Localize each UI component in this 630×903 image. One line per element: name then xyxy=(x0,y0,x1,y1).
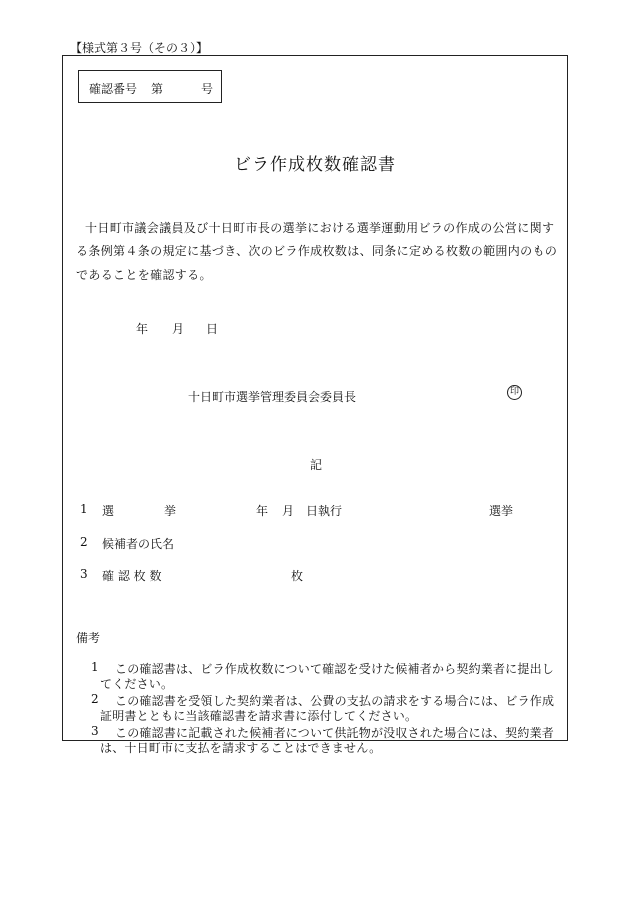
confirmation-number-dai: 第 xyxy=(151,82,164,96)
confirmation-number-box xyxy=(78,70,222,103)
body-line-1: 十日町市議会議員及び十日町市長の選挙における選挙運動用ビラの作成の公営に関す xyxy=(85,221,555,235)
item-1-election: 選挙 xyxy=(489,504,514,518)
confirmation-number-go: 号 xyxy=(201,82,214,96)
remark-1-number: 1 xyxy=(91,660,99,674)
date-day: 日 xyxy=(206,322,219,336)
item-1-label-a: 選 xyxy=(102,504,115,518)
body-line-3: であることを確認する。 xyxy=(76,268,212,282)
item-2-number: 2 xyxy=(80,535,88,549)
document-title: ビラ作成枚数確認書 xyxy=(234,155,396,175)
item-2-label: 候補者の氏名 xyxy=(102,537,175,551)
item-1-date-year: 年 xyxy=(256,504,269,518)
remark-3-line-2: は、十日町市に支払を請求することはできません。 xyxy=(100,741,382,755)
remark-3-number: 3 xyxy=(91,724,99,738)
item-3-unit: 枚 xyxy=(291,569,304,583)
form-number-label: 【様式第３号（その３）】 xyxy=(70,41,209,55)
item-1-number: 1 xyxy=(80,502,88,516)
item-1-label-b: 挙 xyxy=(164,504,177,518)
item-3-label: 確 認 枚 数 xyxy=(102,569,162,583)
remark-2-line-1: この確認書を受領した契約業者は、公費の支払の請求をする場合には、ビラ作成 xyxy=(115,694,555,708)
remark-1-line-1: この確認書は、ビラ作成枚数について確認を受けた候補者から契約業者に提出し xyxy=(115,662,554,676)
date-month: 月 xyxy=(172,322,185,336)
seal-icon: 印 xyxy=(507,385,522,400)
item-1-date-month-day: 月 日執行 xyxy=(282,504,343,518)
ki-heading: 記 xyxy=(310,458,323,472)
signatory: 十日町市選挙管理委員会委員長 xyxy=(188,390,357,404)
remark-2-line-2: 証明書とともに当該確認書を請求書に添付してください。 xyxy=(100,709,418,723)
remark-3-line-1: この確認書に記載された候補者について供託物が没収された場合には、契約業者 xyxy=(115,726,554,740)
body-line-2: る条例第４条の規定に基づき、次のビラ作成枚数は、同条に定める枚数の範囲内のもの xyxy=(76,244,558,258)
remark-2-number: 2 xyxy=(91,692,99,706)
date-year: 年 xyxy=(136,322,149,336)
item-3-number: 3 xyxy=(80,567,88,581)
confirmation-number-label: 確認番号 xyxy=(89,82,138,96)
remark-1-line-2: てください。 xyxy=(100,677,174,691)
remarks-heading: 備考 xyxy=(76,631,101,645)
